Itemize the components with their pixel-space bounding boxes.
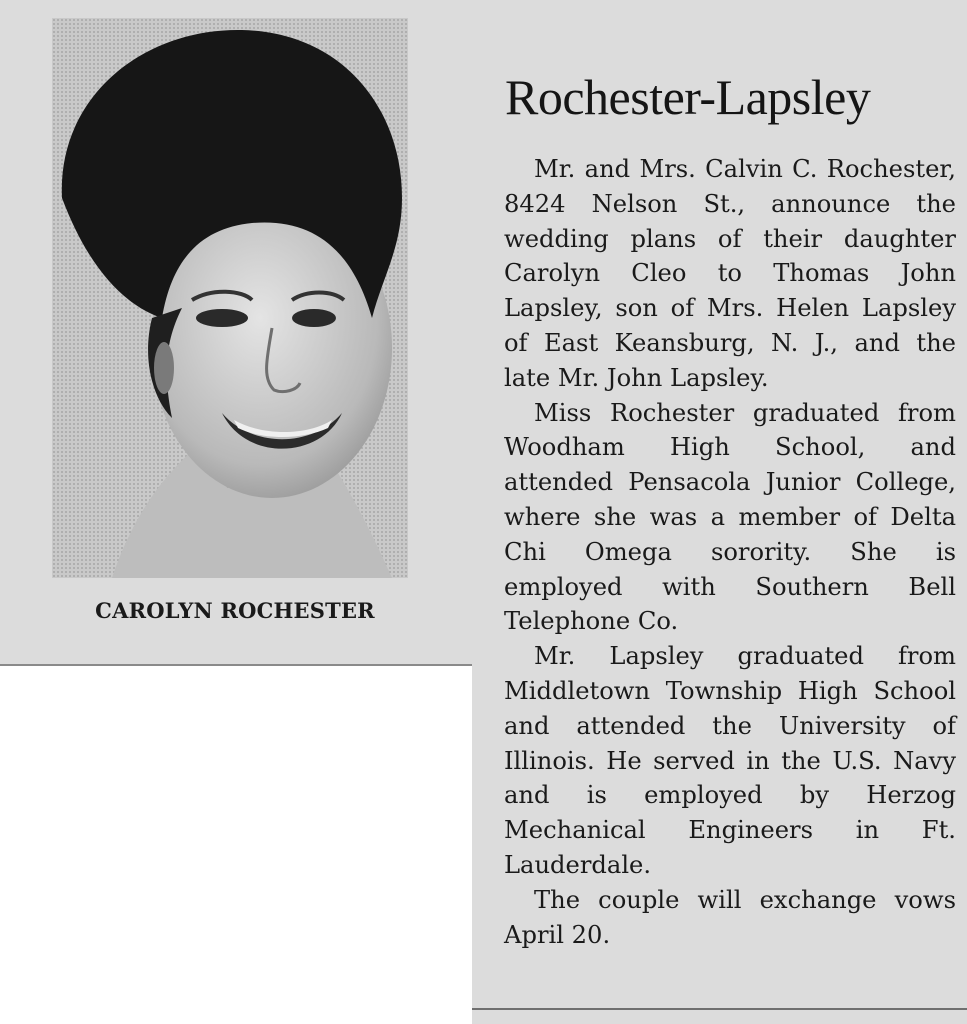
photo-caption: CAROLYN ROCHESTER bbox=[95, 598, 375, 623]
portrait-photo bbox=[52, 18, 408, 578]
article-end-rule bbox=[472, 1008, 967, 1010]
paragraph-announcement: Mr. and Mrs. Calvin C. Rochester, 8424 Nelson St., announce the wedding plans of their daughter Carolyn Cleo to Thomas John Lapsley, son of Mrs. Helen Lapsley of East Keansburg, N. J., and the late Mr. John Lapsley. bbox=[504, 155, 956, 392]
paragraph-bride-education: Miss Rochester graduated from Woodham High School, and attended Pensacola Junior College, where she was a member of Delta Chi Omega sorority. She is employed with Southern Bell Telephone Co. bbox=[504, 398, 956, 636]
column-divider-rule bbox=[0, 664, 472, 666]
paragraph-groom-education: Mr. Lapsley graduated from Middletown Township High School and attended the University of Illinois. He served in the U.S. Navy and is employed by Herzog Mechanical Engineers in Ft. Lauderdale. bbox=[504, 642, 956, 879]
article-headline: Rochester-Lapsley bbox=[505, 68, 871, 125]
blank-page-area bbox=[0, 666, 472, 1024]
article-body bbox=[504, 152, 956, 952]
paragraph-wedding-date: The couple will exchange vows April 20. bbox=[504, 885, 956, 949]
